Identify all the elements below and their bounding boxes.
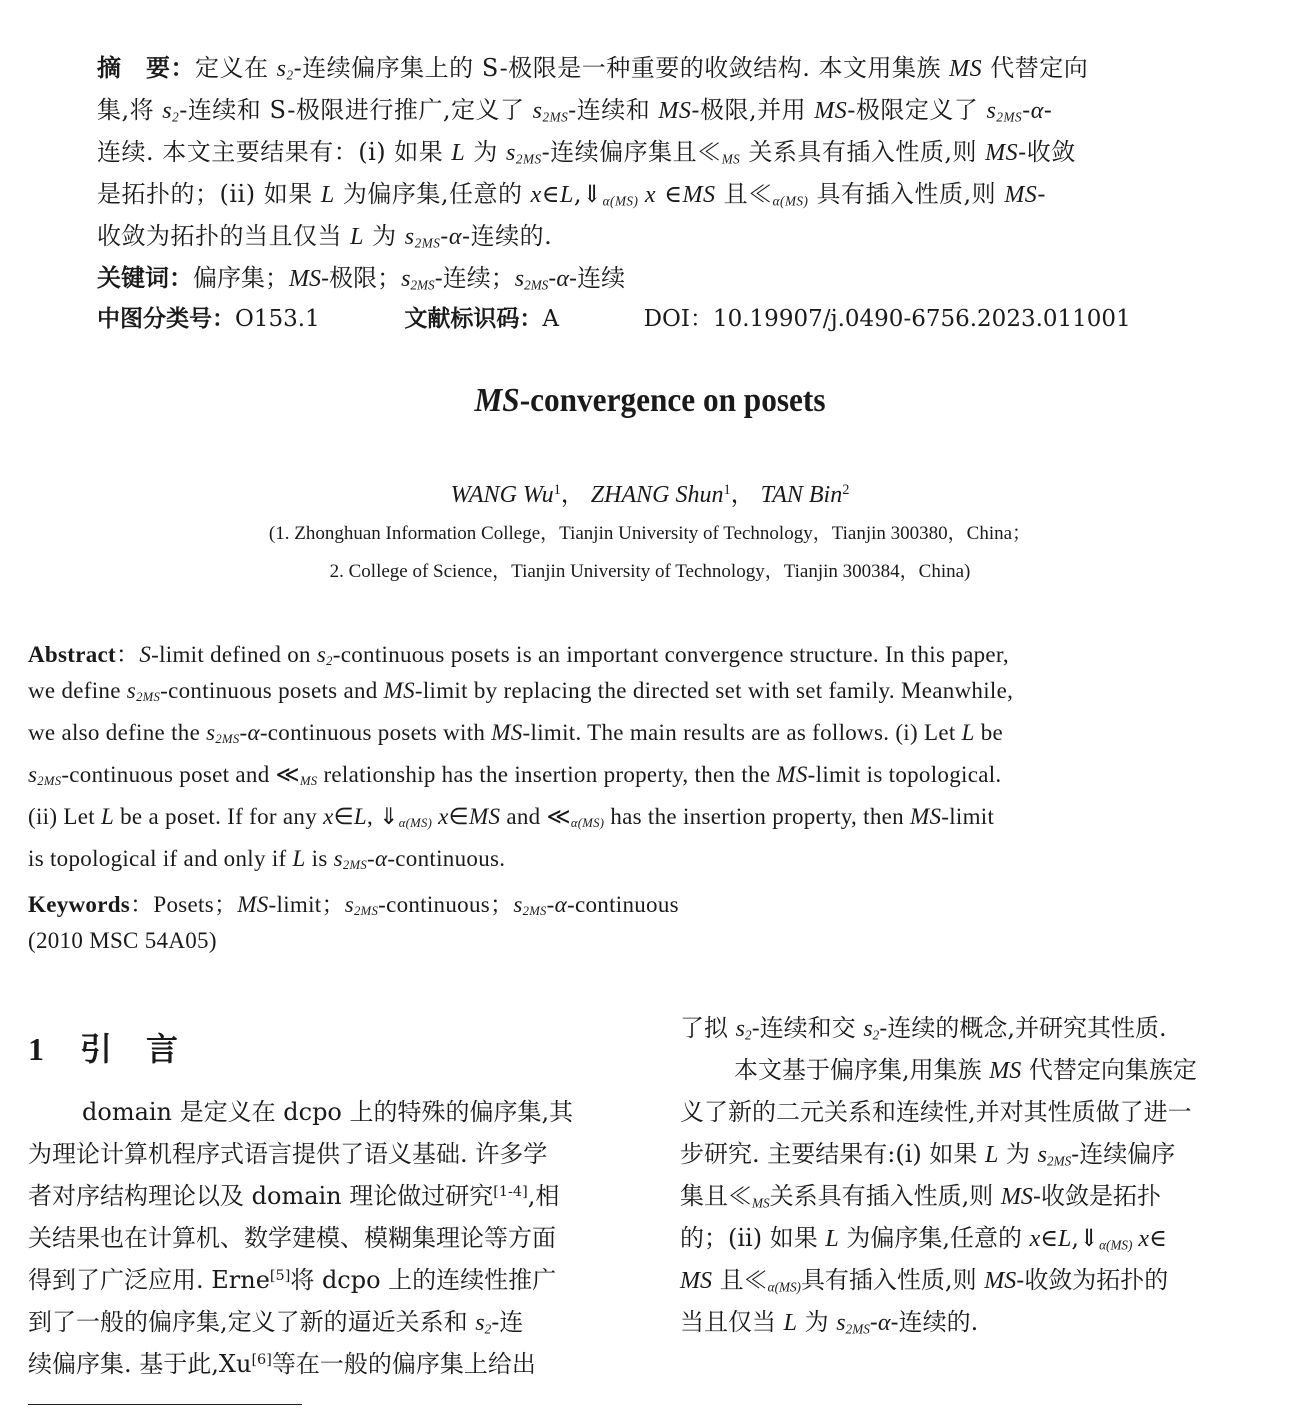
math-subscript: α(MS) (570, 816, 605, 831)
cn-abstract-text (195, 54, 1088, 82)
math-subscript: α(MS) (398, 816, 433, 831)
text-run: - (1043, 96, 1053, 124)
text-run: -连续的. (890, 1308, 979, 1336)
math-symbol: α (374, 846, 388, 871)
math-subscript: 2MS (37, 774, 62, 789)
text-run: - (1037, 180, 1046, 208)
math-subscript: 2 (286, 67, 294, 83)
text-run: 集,将 (97, 96, 163, 124)
author-affil-mark: 2 (842, 482, 850, 499)
body-line (28, 1218, 556, 1253)
text-run: -连续偏序集且≪ (541, 138, 722, 166)
text-run: - (239, 720, 248, 745)
math-symbol: s (735, 1016, 745, 1042)
text-run: -收敛为拓扑的 (1016, 1266, 1169, 1294)
math-symbol: α (448, 224, 463, 250)
math-subscript: 2MS (845, 1321, 870, 1337)
citation-ref: [1-4] (493, 1184, 528, 1201)
math-subscript: MS (299, 774, 318, 789)
text-run: -limit is topological. (807, 762, 1002, 787)
body-line (680, 1008, 1167, 1043)
text-run: -极限定义了 (847, 96, 987, 124)
math-symbol: MS (680, 1268, 712, 1294)
math-subscript: 2MS (996, 109, 1023, 125)
math-subscript: α(MS) (772, 193, 809, 209)
math-symbol: s (836, 1310, 846, 1336)
text-run: -limit (941, 804, 995, 829)
text-run: - (1022, 96, 1031, 124)
math-symbol: L (292, 846, 306, 871)
text-run: 得到了广泛应用. Erne (28, 1266, 270, 1294)
math-symbol: s (401, 266, 411, 292)
footnote-rule (28, 1404, 302, 1405)
math-subscript: 2MS (342, 858, 367, 873)
body-line (680, 1092, 1192, 1127)
cn-abstract-line (97, 132, 1076, 167)
text-run: 本文基于偏序集,用集族 (734, 1056, 990, 1084)
text-run: 当且仅当 (680, 1308, 784, 1336)
en-abstract-line (28, 636, 1009, 669)
en-keywords-label: Keywords (28, 892, 131, 917)
text-run: -收敛 (1018, 138, 1076, 166)
math-symbol: x (530, 182, 542, 208)
doc-code-value: A (542, 306, 559, 332)
math-subscript: 2MS (1046, 1153, 1072, 1169)
text-run: 到了一般的偏序集,定义了新的逼近关系和 (28, 1308, 476, 1336)
text-run: 收敛为拓扑的当且仅当 (97, 222, 351, 250)
text-run: 步研究. 主要结果有:(i) 如果 (680, 1140, 986, 1168)
math-symbol: s (986, 98, 997, 124)
en-abstract-line (28, 762, 1001, 789)
affiliation: (1. Zhonghuan Information College，Tianjin University of Technology，Tianjin 300380，China； (268, 523, 1032, 544)
text-run: - (440, 222, 449, 250)
text-run: 为 (998, 1140, 1038, 1168)
text-run: ∈ (541, 180, 561, 208)
math-symbol: L (350, 224, 364, 250)
text-run: -continuous posets with (259, 720, 492, 745)
math-symbol: s (506, 140, 516, 166)
en-abstract-line (28, 678, 1013, 705)
citation-ref: [5] (269, 1268, 291, 1285)
text-run: 为 (364, 222, 405, 250)
body-line (28, 1092, 573, 1127)
text-run: - (546, 892, 555, 917)
math-symbol: α (554, 892, 567, 917)
math-symbol: s (514, 266, 525, 292)
text-run: and ≪ (500, 804, 571, 829)
math-symbol: S (139, 642, 152, 667)
text-run: 代替定向 (982, 54, 1089, 82)
body-line (680, 1260, 1168, 1295)
text-run: -continuous poset and ≪ (61, 762, 300, 787)
text-run: 关系具有插入性质,则 (769, 1182, 1001, 1210)
body-line (28, 1344, 536, 1379)
math-symbol: MS (289, 266, 321, 292)
text-run: -连 (491, 1308, 524, 1336)
math-symbol: α (556, 266, 569, 292)
math-symbol: MS (985, 140, 1019, 166)
math-symbol: L (985, 1142, 999, 1168)
math-subscript: 2MS (524, 277, 549, 293)
text-run: relationship has the insertion property, then the (317, 762, 777, 787)
text-run: 了拟 (680, 1014, 736, 1042)
math-subscript: 2MS (215, 732, 240, 747)
math-symbol: s (126, 678, 137, 703)
en-keywords-text (153, 892, 679, 917)
text-run: -连续和 S-极限进行推广,定义了 (179, 96, 533, 124)
section-heading (28, 1024, 212, 1070)
math-symbol: x (1029, 1226, 1041, 1252)
math-symbol: x (638, 182, 657, 208)
text-run: -limit. The main results are as follows. (i) Let (522, 720, 962, 745)
text-run: 者对序结构理论以及 domain 理论做过研究 (28, 1182, 494, 1210)
section-title: 引言 (80, 1030, 213, 1068)
math-symbol: L (451, 140, 466, 166)
text-run: -收敛是拓扑 (1032, 1182, 1161, 1210)
math-symbol: MS (383, 678, 415, 703)
text-run: ,⇓ (573, 180, 603, 208)
text-run: 偏序集； (193, 264, 289, 292)
math-symbol: L (100, 804, 115, 829)
text-run: is (305, 846, 334, 871)
text-run: 续偏序集. 基于此,Xu (28, 1350, 252, 1378)
title-rest: -convergence on posets (519, 382, 826, 419)
doi-label: DOI： (643, 306, 713, 332)
text-run: we also define the (28, 720, 207, 745)
section-number: 1 (28, 1031, 44, 1067)
text-run: -limit by replacing the directed set with set family. Meanwhile, (414, 678, 1014, 703)
math-subscript: 2MS (354, 904, 379, 919)
math-subscript: 2 (744, 1027, 752, 1043)
title-italic: MS (474, 382, 520, 419)
math-symbol: L (1058, 1226, 1072, 1252)
math-subscript: 2MS (414, 235, 441, 251)
math-symbol: s (333, 846, 343, 871)
text-run: ,相 (527, 1182, 560, 1210)
text-run: is topological if and only if (28, 846, 293, 871)
cn-abstract-line (97, 174, 1046, 209)
text-run: be a poset. If for any (114, 804, 324, 829)
math-symbol: MS (469, 804, 501, 829)
en-abstract-colon: ： (116, 642, 140, 667)
text-run: -continuous (567, 892, 679, 917)
msc-code: (2010 MSC 54A05) (28, 928, 217, 953)
math-symbol: MS (658, 98, 692, 124)
text-run: Posets； (153, 892, 238, 917)
text-run: -连续的概念,并研究其性质. (879, 1014, 1167, 1042)
author-separator: ， (730, 482, 755, 508)
body-line (680, 1218, 1167, 1253)
clc-value: O153.1 (235, 306, 320, 332)
math-subscript: α(MS) (1099, 1237, 1133, 1253)
math-symbol: s (863, 1016, 873, 1042)
en-keywords (28, 886, 679, 919)
math-subscript: 2MS (515, 151, 542, 167)
math-symbol: MS (1004, 182, 1038, 208)
math-subscript: α(MS) (602, 193, 639, 209)
body-line (680, 1050, 1197, 1085)
text-run: - (367, 846, 375, 871)
math-symbol: x (1132, 1226, 1150, 1252)
math-symbol: L (320, 182, 335, 208)
math-subscript: α(MS) (767, 1279, 801, 1295)
cn-abstract-label: 摘 要： (97, 54, 195, 82)
text-run: -极限； (321, 264, 402, 292)
text-run: 连续. 本文主要结果有：(i) 如果 (97, 138, 452, 166)
text-run: -连续偏序集上的 S-极限是一种重要的收敛结构. 本文用集族 (293, 54, 950, 82)
text-run: 的；(ii) 如果 (680, 1224, 826, 1252)
math-symbol: α (1030, 98, 1044, 124)
math-symbol: MS (237, 892, 269, 917)
math-symbol: MS (949, 56, 983, 82)
text-run: 为偏序集,任意的 (334, 180, 531, 208)
math-symbol: MS (984, 1268, 1017, 1294)
author-separator: ， (560, 482, 585, 508)
text-run: 集且≪ (680, 1182, 752, 1210)
math-symbol: L (961, 720, 975, 745)
text-run: , ⇓ (367, 804, 399, 829)
body-line (680, 1302, 978, 1337)
authors (0, 474, 1300, 509)
text-run: 义了新的二元关系和连续性,并对其性质做了进一 (680, 1098, 1192, 1126)
math-subscript: 2 (872, 1027, 880, 1043)
math-subscript: 2MS (522, 904, 547, 919)
math-subscript: 2 (326, 654, 333, 669)
math-symbol: L (353, 804, 368, 829)
text-run: -连续和 (568, 96, 659, 124)
math-subscript: MS (752, 1195, 770, 1211)
text-run: ∈ (1040, 1224, 1059, 1252)
body-line (28, 1302, 523, 1337)
text-run: ∈ (656, 180, 683, 208)
text-run: 关系具有插入性质,则 (740, 138, 986, 166)
en-abstract-label: Abstract (28, 642, 116, 667)
math-symbol: L (560, 182, 574, 208)
text-run: 代替定向集族定 (1021, 1056, 1197, 1084)
text-run: ∈ (333, 804, 354, 829)
math-subscript: MS (721, 151, 741, 167)
body-line (28, 1260, 556, 1295)
text-run: be (974, 720, 1004, 745)
author: WANG Wu (450, 482, 554, 508)
doi-value: 10.19907/j.0490-6756.2023.011001 (712, 306, 1131, 332)
cn-keywords-label: 关键词： (97, 264, 193, 292)
text-run: -limit； (268, 892, 345, 917)
math-symbol: MS (491, 720, 523, 745)
text-run: 为理论计算机程序式语言提供了语义基础. 许多学 (28, 1140, 548, 1168)
text-run: -continuous posets and (160, 678, 384, 703)
cn-keywords-text (193, 264, 625, 292)
text-run: -continuous posets is an important convergence structure. In this paper, (332, 642, 1009, 667)
math-symbol: L (825, 1226, 839, 1252)
text-run: - (548, 264, 557, 292)
math-symbol: MS (1000, 1184, 1033, 1210)
math-symbol: MS (682, 182, 716, 208)
math-symbol: α (877, 1310, 891, 1336)
text-run: - (869, 1308, 878, 1336)
text-run: 且≪ (715, 180, 773, 208)
text-run: ,⇓ (1071, 1224, 1100, 1252)
text-run: 将 dcpo 上的连续性推广 (290, 1266, 557, 1294)
text-run: 且≪ (712, 1266, 768, 1294)
text-run: -极限,并用 (691, 96, 815, 124)
text-run: ∈ (448, 804, 469, 829)
en-abstract-text (139, 642, 1009, 667)
text-run: -连续； (434, 264, 515, 292)
math-subscript: 2MS (542, 109, 569, 125)
math-symbol: s (475, 1310, 485, 1336)
text-run: 具有插入性质,则 (808, 180, 1005, 208)
math-symbol: s (1037, 1142, 1047, 1168)
math-symbol: s (404, 224, 415, 250)
cn-abstract-line (97, 48, 1088, 83)
cn-abstract-line (97, 216, 552, 251)
text-run: -continuous； (378, 892, 514, 917)
math-symbol: MS (814, 98, 848, 124)
author: ZHANG Shun (590, 482, 724, 508)
en-keywords-colon: ： (130, 892, 154, 917)
math-symbol: s (162, 98, 173, 124)
math-symbol: L (783, 1310, 797, 1336)
math-symbol: s (28, 762, 38, 787)
en-abstract-line (28, 804, 994, 831)
math-symbol: MS (909, 804, 942, 829)
affiliation: 2. College of Science，Tianjin University of Technology，Tianjin 300384，China) (329, 561, 971, 582)
doc-code-label: 文献标识码： (404, 306, 543, 332)
text-run: -limit defined on (151, 642, 317, 667)
text-run: domain 是定义在 dcpo 上的特殊的偏序集,其 (82, 1098, 574, 1126)
en-abstract-line (28, 720, 1003, 747)
math-subscript: 2MS (136, 690, 161, 705)
body-line (28, 1134, 547, 1169)
text-run: 为偏序集,任意的 (838, 1224, 1030, 1252)
cn-keywords (97, 258, 625, 293)
text-run: 定义在 (195, 54, 277, 82)
text-run: -连续的. (462, 222, 553, 250)
text-run: -continuous. (387, 846, 506, 871)
math-symbol: s (206, 720, 216, 745)
body-line (680, 1176, 1161, 1211)
clc-label: 中图分类号： (97, 306, 235, 332)
text-run: 为 (797, 1308, 837, 1336)
text-run: 为 (465, 138, 507, 166)
math-symbol: s (513, 892, 523, 917)
math-symbol: s (532, 98, 543, 124)
text-run: -连续 (569, 264, 626, 292)
author: TAN Bin (760, 482, 843, 508)
body-line (680, 1134, 1175, 1169)
text-run: -连续偏序 (1071, 1140, 1176, 1168)
text-run: ∈ (1149, 1224, 1167, 1252)
math-symbol: MS (989, 1058, 1022, 1084)
paper-title (52, 382, 1248, 420)
classification-row (97, 300, 1131, 333)
author-affil-mark: 1 (553, 482, 561, 499)
text-run: (ii) Let (28, 804, 101, 829)
text-run: we define (28, 678, 127, 703)
text-run: has the insertion property, then (604, 804, 910, 829)
en-abstract-line (28, 846, 505, 873)
math-symbol: s (316, 642, 327, 667)
body-line (28, 1176, 559, 1211)
math-subscript: 2MS (410, 277, 435, 293)
author-affil-mark: 1 (723, 482, 731, 499)
text-run: 是拓扑的；(ii) 如果 (97, 180, 321, 208)
text-run: 具有插入性质,则 (800, 1266, 985, 1294)
cn-abstract-line (97, 90, 1052, 125)
text-run: -连续和交 (751, 1014, 864, 1042)
math-subscript: 2 (484, 1321, 492, 1337)
text-run: 关结果也在计算机、数学建模、模糊集理论等方面 (28, 1224, 556, 1252)
math-symbol: s (344, 892, 355, 917)
math-symbol: s (276, 56, 287, 82)
math-symbol: x (432, 804, 449, 829)
math-symbol: MS (776, 762, 808, 787)
citation-ref: [6] (251, 1352, 272, 1369)
text-run: 等在一般的偏序集上给出 (271, 1350, 536, 1378)
math-symbol: α (247, 720, 260, 745)
math-subscript: 2 (172, 109, 180, 125)
math-symbol: x (323, 804, 334, 829)
